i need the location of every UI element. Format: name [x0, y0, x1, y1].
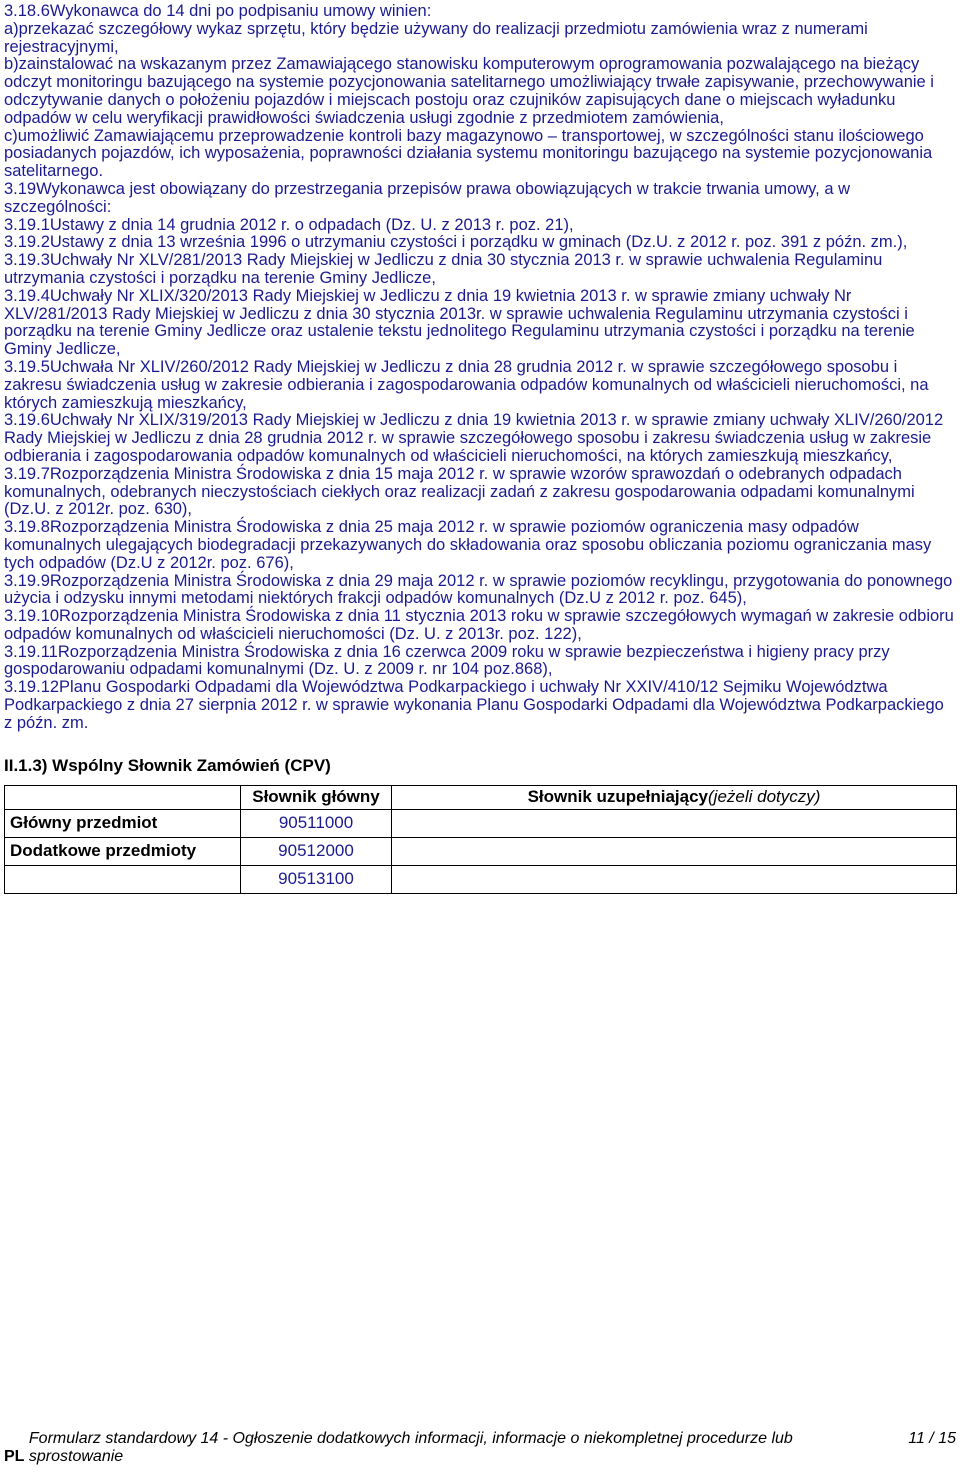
paragraph-3-19-9: 3.19.9Rozporządzenia Ministra Środowiska z dnia 29 maja 2012 r. w sprawie poziomów recyklingu, przygotowania do ponownego użycia i odzysku innymi metodami niektórych frakcji odpadów komunalnych (Dz.U z 2012 r. poz. 645),: [4, 571, 953, 608]
requirements-text: [4, 3, 956, 733]
cpv-additional-subjects-label: Dodatkowe przedmioty: [5, 837, 241, 865]
cpv-table: [4, 785, 957, 894]
cpv-main-subject-label: Główny przedmiot: [5, 809, 241, 837]
paragraph-c: c)umożliwić Zamawiającemu przeprowadzenie kontroli bazy magazynowo – transportowej, w szczególności stanu ilościowego posiadanych pojazdów, ich wyposażenia, poprawności działania systemu monitoringu bazującego na systemie pozycjonowania satelitarnego.: [4, 126, 933, 181]
paragraph-3-18-6: 3.18.6Wykonawca do 14 dni po podpisaniu umowy winien:: [4, 2, 432, 20]
cpv-header-supplementary-dictionary: [392, 785, 957, 809]
paragraph-3-19-4: 3.19.4Uchwały Nr XLIX/320/2013 Rady Miejskiej w Jedliczu z dnia 19 kwietnia 2013 r. w sprawie zmiany uchwały Nr XLV/281/2013 Rady Miejskiej w Jedliczu z dnia 30 stycznia 2013r. w sprawie uchwalenia Regulaminu utrzymania czystości i porządku na terenie Gminy Jedlicze oraz ustalenie tekstu jednolitego Regulaminu utrzymania czystości i porządku na terenie Gminy Jedlicze,: [4, 286, 915, 359]
paragraph-a: a)przekazać szczegółowy wykaz sprzętu, który będzie używany do realizacji przedmiotu zamówienia wraz z numerami rejestracyjnymi,: [4, 19, 868, 56]
cpv-additional-subject-supplementary: [392, 865, 957, 893]
cpv-table-row: [5, 865, 957, 893]
document-body: [4, 3, 956, 894]
cpv-header-empty-cell: [5, 785, 241, 809]
paragraph-3-19-7: 3.19.7Rozporządzenia Ministra Środowiska z dnia 15 maja 2012 r. w sprawie wzorów sprawozdań o odebranych odpadach komunalnych, odebranych nieczystościach ciekłych oraz realizacji zadań z zakresu gospodarowania odpadami komunalnymi (Dz.U. z 2012r. poz. 630),: [4, 464, 915, 519]
cpv-header-supplementary-note: (jeżeli dotyczy): [708, 787, 821, 807]
paragraph-3-19-12: 3.19.12Planu Gospodarki Odpadami dla Województwa Podkarpackiego i uchwały Nr XXIV/410/12 Sejmiku Województwa Podkarpackiego z dnia 27 sierpnia 2012 r. w sprawie wykonania Planu Gospodarki Odpadami dla Województwa Podkarpackiego z późn. zm.: [4, 678, 944, 732]
paragraph-3-19-10: 3.19.10Rozporządzenia Ministra Środowiska z dnia 11 stycznia 2013 roku w sprawie szczegółowych wymagań w zakresie odbioru odpadów komunalnych od właścicieli nieruchomości (Dz. U. z 2013r. poz. 122),: [4, 607, 954, 643]
cpv-table-header-row: [5, 785, 957, 809]
footer-form-name: Formularz standardowy 14 - Ogłoszenie dodatkowych informacji, informacje o niekompletnej procedurze lub sprostowanie: [28, 1430, 793, 1465]
footer-page-number: 11 / 15: [908, 1430, 956, 1447]
cpv-header-supplementary-label: Słownik uzupełniający: [527, 787, 708, 807]
cpv-table-row: [5, 837, 957, 865]
paragraph-3-19-8: 3.19.8Rozporządzenia Ministra Środowiska z dnia 25 maja 2012 r. w sprawie poziomów ograniczenia masy odpadów komunalnych ulegających biodegradacji przekazywanych do składowania oraz sposobu obliczania poziomu ograniczania masy tych odpadów (Dz.U z 2012r. poz. 676),: [4, 518, 932, 572]
paragraph-b: b)zainstalować na wskazanym przez Zamawiającego stanowisku komputerowym oprogramowania pozwalającego na bieżący odczyt monitoringu bazującego na systemie pozycjonowania satelitarnego umożliwiający trwałe zapisywanie, przechowywanie i odczytywanie danych o położeniu pojazdów i miejscach postoju oraz czujników zapisujących dane o miejscach wyładunku odpadów w celu weryfikacji prawidłowości świadczenia usługi zgodnie z przedmiotem zamówienia,: [4, 55, 934, 127]
cpv-table-row: [5, 809, 957, 837]
paragraph-3-19-3: 3.19.3Uchwały Nr XLV/281/2013 Rady Miejskiej w Jedliczu z dnia 30 stycznia 2013 r. w sprawie uchwalenia Regulaminu utrzymania czystości i porządku na terenie Gminy Jedlicze,: [4, 251, 883, 287]
cpv-main-subject-supplementary: [392, 809, 957, 837]
paragraph-3-19-6: 3.19.6Uchwały Nr XLIX/319/2013 Rady Miejskiej w Jedliczu z dnia 19 kwietnia 2013 r. w sprawie zmiany uchwały XLIV/260/2012 Rady Miejskiej w Jedliczu z dnia 28 grudnia 2012 r. w sprawie szczegółowego sposobu i zakresu świadczenia usług w zakresie odbierania i zagospodarowania odpadów komunalnych od właścicieli nieruchomości, na których zamieszkują mieszkańcy,: [4, 411, 944, 465]
cpv-additional-subject-code: 90512000: [241, 837, 392, 865]
section-title-cpv: II.1.3) Wspólny Słownik Zamówień (CPV): [4, 755, 331, 775]
cpv-additional-subject-code: 90513100: [241, 865, 392, 893]
paragraph-3-19-2: 3.19.2Ustawy z dnia 13 września 1996 o utrzymaniu czystości i porządku w gminach (Dz.U. z 2012 r. poz. 391 z późn. zm.),: [4, 233, 908, 252]
paragraph-3-19: 3.19Wykonawca jest obowiązany do przestrzegania przepisów prawa obowiązujących w trakcie trwania umowy, a w szczególności:: [4, 179, 851, 216]
cpv-additional-subjects-label-continued: [5, 865, 241, 893]
cpv-header-main-dictionary: Słownik główny: [241, 785, 392, 809]
paragraph-3-19-5: 3.19.5Uchwała Nr XLIV/260/2012 Rady Miejskiej w Jedliczu z dnia 28 grudnia 2012 r. w sprawie szczegółowego sposobu i zakresu świadczenia usług w zakresie odbierania i zagospodarowania odpadów komunalnych od właścicieli nieruchomości, na których zamieszkują mieszkańcy,: [4, 357, 929, 412]
paragraph-3-19-11: 3.19.11Rozporządzenia Ministra Środowiska z dnia 16 czerwca 2009 roku w sprawie bezpieczeństwa i higieny pracy przy gospodarowaniu odpadami komunalnymi (Dz. U. z 2009 r. nr 104 poz.868),: [4, 642, 890, 679]
paragraph-3-19-1: 3.19.1Ustawy z dnia 14 grudnia 2012 r. o odpadach (Dz. U. z 2013 r. poz. 21),: [4, 215, 574, 234]
cpv-main-subject-code: 90511000: [241, 809, 392, 837]
cpv-additional-subject-supplementary: [392, 837, 957, 865]
page-footer: [4, 1430, 956, 1466]
footer-language-code: PL: [4, 1448, 25, 1465]
